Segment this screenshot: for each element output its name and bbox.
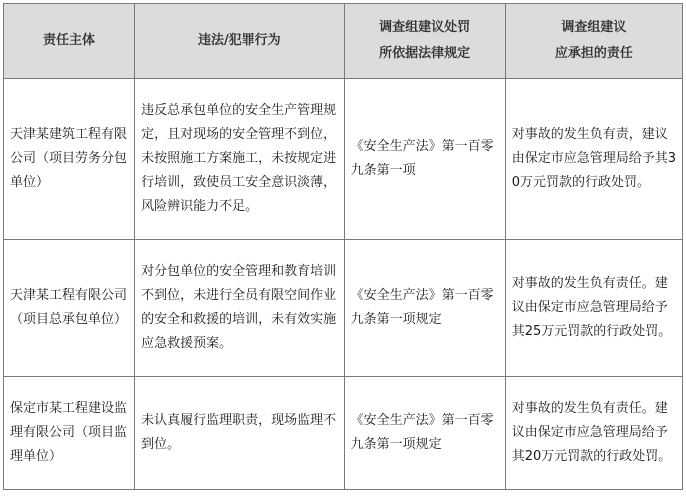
- header-responsibility: [505, 4, 682, 79]
- cell-law: 《安全生产法》第一百零九条第一项规定: [344, 377, 505, 490]
- cell-entity: 天津某工程有限公司（项目总承包单位）: [4, 240, 135, 377]
- header-law-line1: 调查组建议处罚: [379, 20, 471, 35]
- cell-law: 《安全生产法》第一百零九条第一项: [344, 79, 505, 240]
- header-violation: 违法/犯罪行为: [135, 4, 345, 79]
- cell-entity: 天津某建筑工程有限公司（项目劳务分包单位）: [4, 79, 135, 240]
- cell-violation: 对分包单位的安全管理和教育培训不到位，未进行全员有限空间作业的安全和救援的培训，未有效实施应急救援预案。: [135, 240, 345, 377]
- table-row: [4, 240, 683, 377]
- cell-entity: 保定市某工程建设监理有限公司（项目监理单位）: [4, 377, 135, 490]
- table-row: [4, 377, 683, 490]
- cell-responsibility: 对事故的发生负有责，建议由保定市应急管理局给予其30万元罚款的行政处罚。: [505, 79, 682, 240]
- header-law: [344, 4, 505, 79]
- responsibility-table: [3, 3, 683, 490]
- cell-law: 《安全生产法》第一百零九条第一项规定: [344, 240, 505, 377]
- header-law-line2: 所依据法律规定: [379, 46, 471, 61]
- cell-responsibility: 对事故的发生负有责任。建议由保定市应急管理局给予其20万元罚款的行政处罚。: [505, 377, 682, 490]
- cell-violation: 违反总承包单位的安全生产管理规定，且对现场的安全管理不到位，未按照施工方案施工，未按规定进行培训，致使员工安全意识淡薄，风险辨识能力不足。: [135, 79, 345, 240]
- header-resp-line2: 应承担的责任: [554, 46, 633, 61]
- header-entity: 责任主体: [4, 4, 135, 79]
- cell-violation: 未认真履行监理职责，现场监理不到位。: [135, 377, 345, 490]
- table-header-row: [4, 4, 683, 79]
- table-row: [4, 79, 683, 240]
- header-resp-line1: 调查组建议: [561, 20, 627, 35]
- cell-responsibility: 对事故的发生负有责任。建议由保定市应急管理局给予其25万元罚款的行政处罚。: [505, 240, 682, 377]
